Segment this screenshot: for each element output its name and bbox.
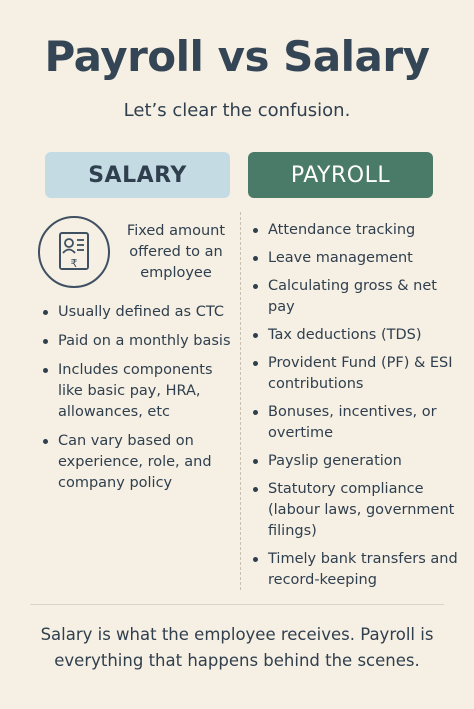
salary-points <box>40 302 240 502</box>
payroll-point: Calculating gross & net pay <box>250 276 460 318</box>
payroll-point: Attendance tracking <box>250 220 460 241</box>
column-divider <box>240 212 241 590</box>
salary-definition: Fixed amount offered to an employee <box>126 223 226 281</box>
salary-heading: SALARY <box>45 152 230 198</box>
payroll-point: Provident Fund (PF) & ESI contributions <box>250 353 460 395</box>
footer-divider <box>30 604 444 605</box>
payroll-point: Leave management <box>250 248 460 269</box>
salary-point: Can vary based on experience, role, and company policy <box>40 431 240 494</box>
subtitle: Let’s clear the confusion. <box>123 100 351 121</box>
payroll-point: Statutory compliance (labour laws, government filings) <box>250 479 460 542</box>
salary-point: Usually defined as CTC <box>40 302 240 323</box>
payroll-point: Payslip generation <box>250 451 460 472</box>
payroll-points <box>250 220 460 598</box>
payroll-heading: PAYROLL <box>248 152 433 198</box>
payroll-point: Bonuses, incentives, or overtime <box>250 402 460 444</box>
page-title: Payroll vs Salary <box>44 32 430 81</box>
salary-point: Includes components like basic pay, HRA, allowances, etc <box>40 360 240 423</box>
payroll-point: Timely bank transfers and record-keeping <box>250 549 460 591</box>
footer-summary: Salary is what the employee receives. Payroll is everything that happens behind the scenes. <box>40 625 434 670</box>
document-rupee-icon <box>38 216 110 288</box>
payroll-point: Tax deductions (TDS) <box>250 325 460 346</box>
salary-point: Paid on a monthly basis <box>40 331 240 352</box>
svg-text:₹: ₹ <box>70 257 78 270</box>
